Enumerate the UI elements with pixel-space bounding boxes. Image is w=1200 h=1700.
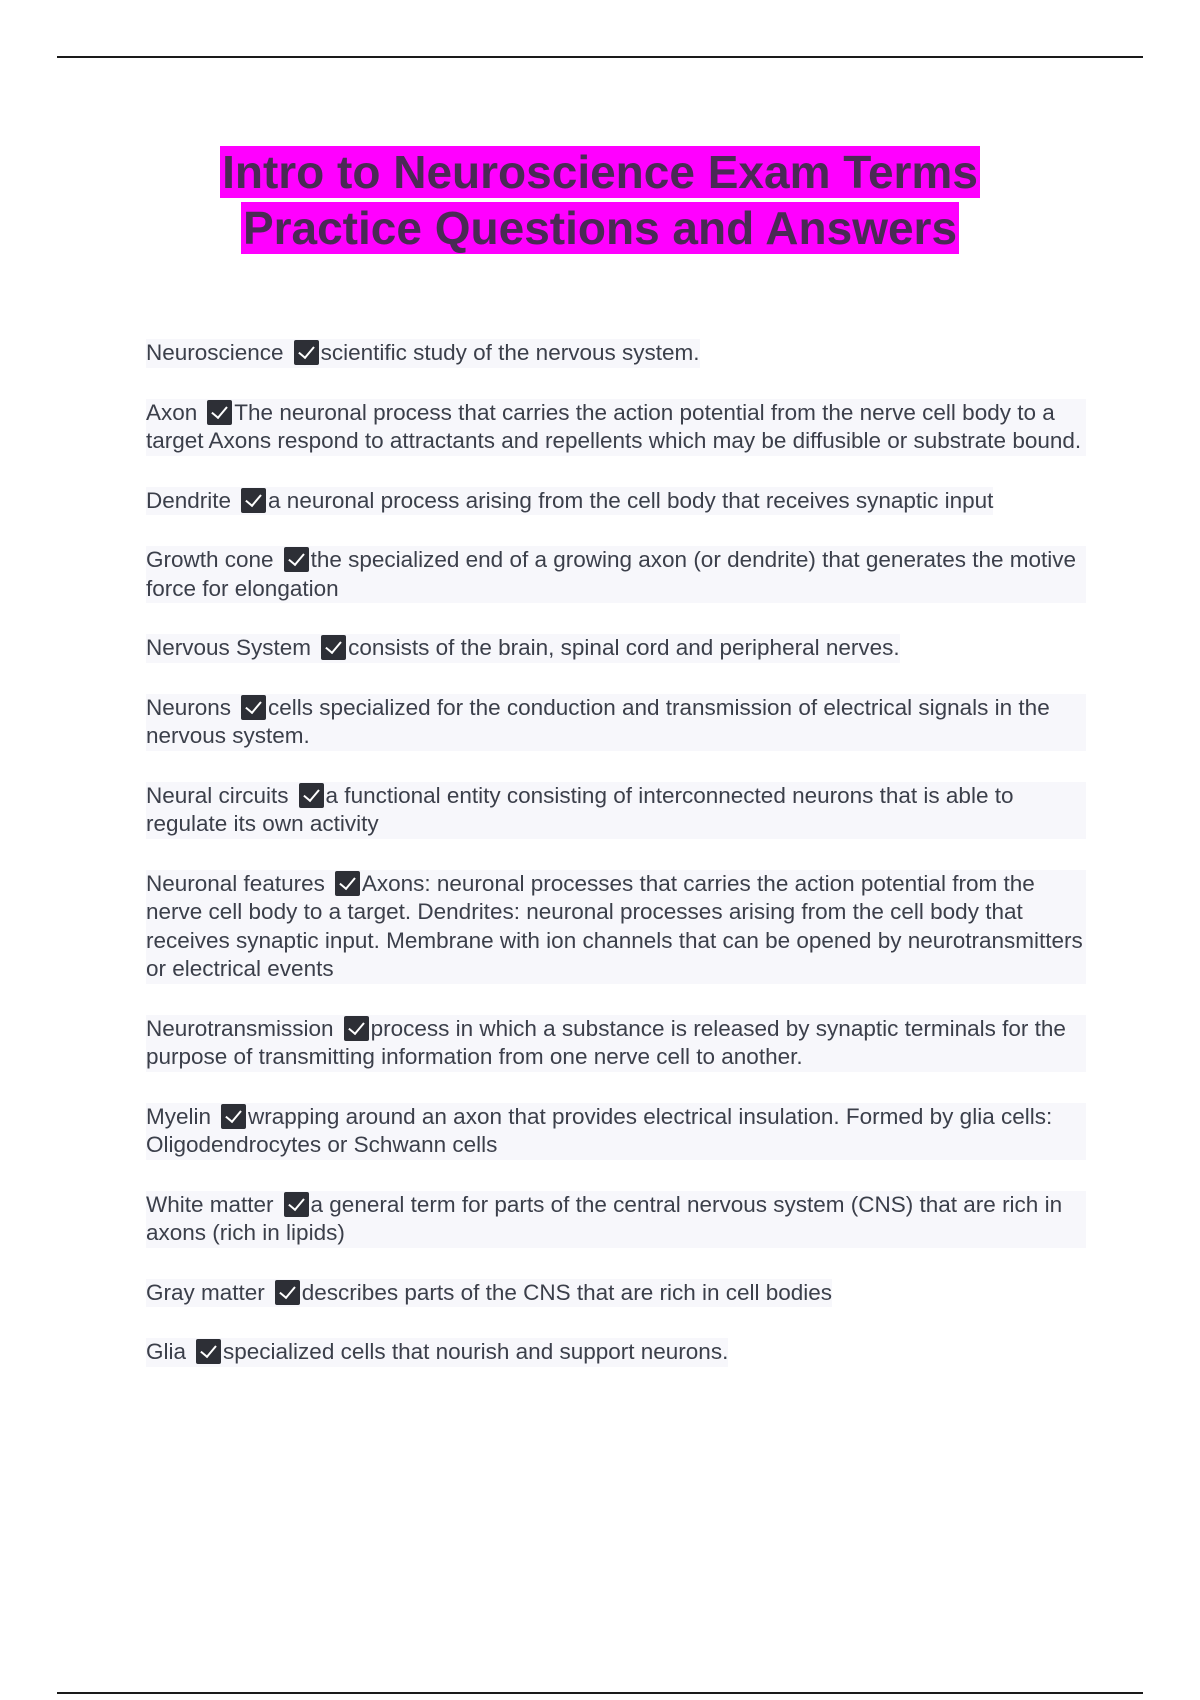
term-definition: Axons: neuronal processes that carries the action potential from the nerve cell body to a target. Dendrites: neuronal processes arising from the cell body that receives synaptic input. Membrane with ion channels that can be opened by neurotransmitters or electrical events (146, 870, 1083, 981)
term-entry (146, 1103, 1086, 1160)
page-title (0, 144, 1200, 256)
checkbox-checked-icon (241, 695, 266, 720)
term-definition: cells specialized for the conduction and transmission of electrical signals in the nervous system. (146, 694, 1050, 748)
checkbox-checked-icon (294, 340, 319, 365)
term-entry (146, 870, 1086, 984)
term-name: White matter (146, 1191, 274, 1217)
term-entry (146, 1015, 1086, 1072)
term-definition: a functional entity consisting of interconnected neurons that is able to regulate its own activity (146, 782, 1014, 836)
term-entry (146, 634, 900, 663)
checkbox-checked-icon (321, 635, 346, 660)
title-line-1: Intro to Neuroscience Exam Terms (222, 146, 978, 198)
term-name: Neural circuits (146, 782, 289, 808)
checkbox-checked-icon (284, 547, 309, 572)
term-name: Neuroscience (146, 340, 284, 365)
title-line-2: Practice Questions and Answers (242, 202, 958, 254)
top-rule (57, 56, 1143, 58)
term-name: Gray matter (146, 1279, 265, 1305)
checkbox-checked-icon (241, 488, 266, 513)
term-name: Myelin (146, 1103, 212, 1129)
term-definition: describes parts of the CNS that are rich in cell bodies (301, 1279, 833, 1305)
term-name: Axon (146, 399, 198, 425)
checkbox-checked-icon (207, 400, 232, 425)
term-name: Neurotransmission (146, 1015, 334, 1041)
checkbox-checked-icon (196, 1339, 221, 1364)
term-definition: a neuronal process arising from the cell body that receives synaptic input (268, 487, 994, 513)
term-definition: process in which a substance is released by synaptic terminals for the purpose of transmitting information from one nerve cell to another. (146, 1015, 1066, 1069)
term-entry (146, 339, 700, 368)
term-entry (146, 487, 993, 516)
term-definition: the specialized end of a growing axon (or dendrite) that generates the motive force for elongation (146, 547, 1077, 601)
checkbox-checked-icon (284, 1192, 309, 1217)
term-entry (146, 1338, 728, 1367)
terms-list (146, 339, 1086, 1398)
term-definition: consists of the brain, spinal cord and peripheral nerves. (348, 635, 900, 660)
term-name: Dendrite (146, 487, 232, 513)
bottom-rule (57, 1692, 1143, 1694)
term-definition: a general term for parts of the central nervous system (CNS) that are rich in axons (rich in lipids) (146, 1191, 1063, 1245)
term-name: Neurons (146, 694, 232, 720)
term-definition: scientific study of the nervous system. (320, 340, 700, 365)
checkbox-checked-icon (299, 783, 324, 808)
term-name: Glia (146, 1339, 187, 1364)
term-name: Growth cone (146, 547, 274, 572)
term-entry (146, 1279, 832, 1308)
checkbox-checked-icon (275, 1280, 300, 1305)
checkbox-checked-icon (221, 1104, 246, 1129)
term-name: Neuronal features (146, 870, 325, 896)
checkbox-checked-icon (344, 1016, 369, 1041)
term-entry (146, 546, 1086, 603)
term-definition: The neuronal process that carries the action potential from the nerve cell body to a target Axons respond to attractants and repellents which may be diffusible or substrate bound. (146, 399, 1082, 453)
term-name: Nervous System (146, 635, 312, 660)
term-entry (146, 399, 1086, 456)
term-definition: specialized cells that nourish and support neurons. (223, 1339, 729, 1364)
term-entry (146, 782, 1086, 839)
term-entry (146, 694, 1086, 751)
checkbox-checked-icon (335, 871, 360, 896)
term-entry (146, 1191, 1086, 1248)
term-definition: wrapping around an axon that provides electrical insulation. Formed by glia cells: Oligodendrocytes or Schwann cells (146, 1103, 1053, 1157)
